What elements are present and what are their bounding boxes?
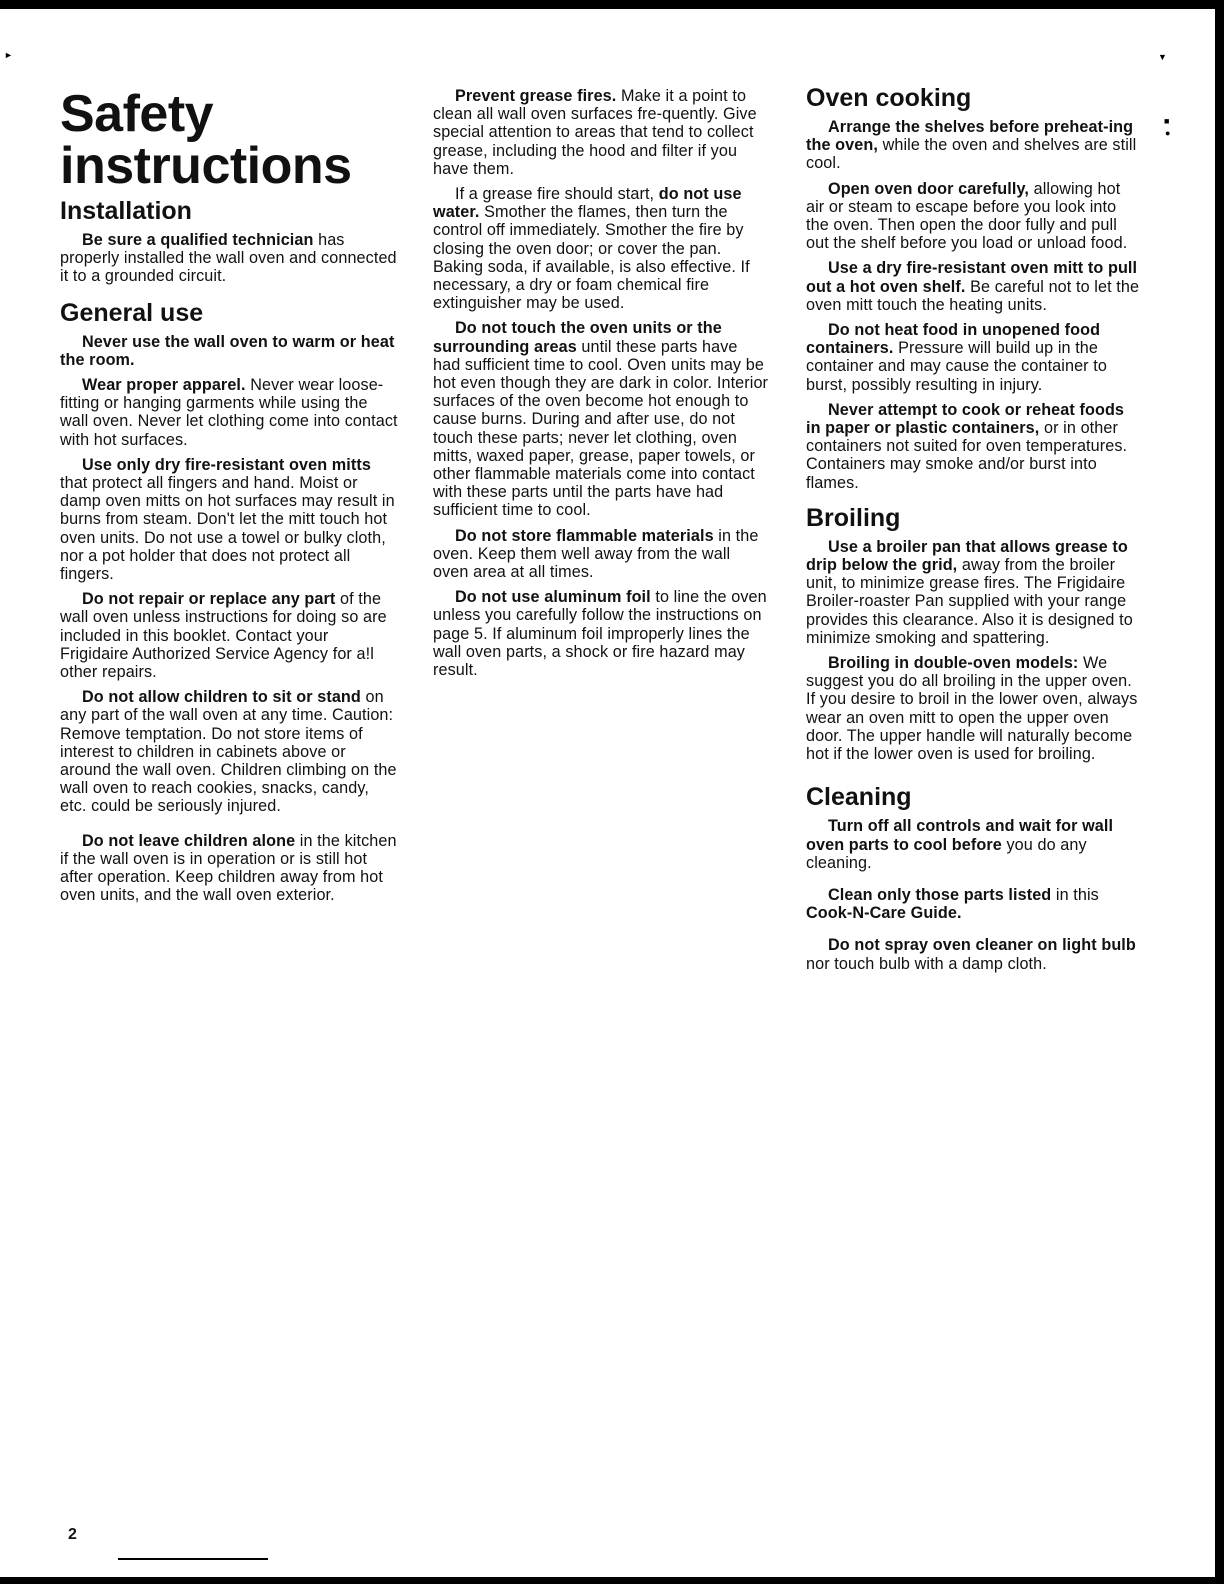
broiling-section	[806, 504, 1142, 763]
paragraph: Broiling in double-oven models: We suggest you do all broiling in the upper oven. If you desire to broil in the lower oven, always wear an oven mitt to open the upper oven door. The upper handle will naturally become hot if the lower oven is used for broiling.	[806, 654, 1138, 764]
column-right	[806, 84, 1142, 980]
bottom-border	[0, 1577, 1224, 1584]
scan-mark: ■	[1164, 116, 1170, 126]
cleaning-heading: Cleaning	[806, 783, 912, 812]
cleaning-section	[806, 783, 1142, 972]
paragraph: Use a broiler pan that allows grease to drip below the grid, away from the broiler unit, to minimize grease fires. The Frigidaire Broiler-roaster Pan supplied with your range provides this clearance. Also it is designed to minimize smoking and spattering.	[806, 537, 1133, 647]
paragraph: Open oven door carefully, allowing hot air or steam to escape before you look into the oven. Then open the door fully and pull out the shelf before you load or unload food.	[806, 179, 1128, 253]
oven-cooking-section	[806, 84, 1142, 492]
paragraph: Do not allow children to sit or stand on any part of the wall oven at any time. Caution: Remove temptation. Do not store items of interest to children in cabinets above or around the wall oven. Children climbing on the wall oven to reach cookies, snacks, candy, etc. could be seriously injured.	[60, 688, 397, 816]
paragraph: Be sure a qualified technician has properly installed the wall oven and connected it to a grounded circuit.	[60, 231, 397, 286]
paragraph: Do not repair or replace any part of the wall oven unless instructions for doing so are included in this booklet. Contact your Frigidaire Authorized Service Agency for a!l other repairs.	[60, 590, 387, 682]
general-use-heading: General use	[60, 298, 204, 327]
paragraph: Do not leave children alone in the kitchen if the wall oven is in operation or is still hot after operation. Keep children away from hot oven units, and the wall oven exterior.	[60, 831, 397, 905]
installation-section	[60, 197, 398, 286]
oven-cooking-heading: Oven cooking	[806, 84, 972, 112]
paragraph: Wear proper apparel. Never wear loose-fitting or hanging garments while using the wall oven. Never let clothing come into contact with hot surfaces.	[60, 376, 398, 449]
paragraph: Do not spray oven cleaner on light bulb nor touch bulb with a damp cloth.	[806, 936, 1136, 973]
paragraph: Use a dry fire-resistant oven mitt to pull out a hot oven shelf. Be careful not to let the oven mitt touch the heating units.	[806, 259, 1140, 314]
general-use-section	[60, 299, 398, 905]
paragraph: Prevent grease fires. Make it a point to clean all wall oven surfaces fre-quently. Give special attention to areas that tend to collect grease, including the hood and filter if you have them.	[433, 87, 757, 178]
page-title	[60, 85, 352, 195]
paragraph: Do not heat food in unopened food containers. Pressure will build up in the container and may cause the container to burst, possibly resulting in injury.	[806, 321, 1107, 394]
column-middle	[433, 87, 769, 686]
scan-mark: ▼	[1158, 52, 1167, 62]
paragraph: Never use the wall oven to warm or heat the room.	[60, 332, 395, 369]
column-left	[60, 197, 398, 912]
right-border	[1215, 0, 1224, 1584]
paragraph: Use only dry fire-resistant oven mitts that protect all fingers and hand. Moist or damp oven mitts on hot surfaces may result in burns from steam. Don't let the mitt touch hot oven units. Do not use a towel or bulky cloth, nor a pot holder that does not protect all fingers.	[60, 455, 395, 584]
page-title-line-2: instructions	[60, 137, 352, 195]
paragraph: Do not store flammable materials in the oven. Keep them well away from the wall oven area at all times.	[433, 526, 759, 582]
broiling-heading: Broiling	[806, 503, 901, 532]
page-title-line-1: Safety	[60, 85, 214, 143]
scan-mark: ●	[1165, 128, 1171, 138]
top-border	[0, 0, 1224, 9]
footer-rule	[118, 1558, 268, 1560]
installation-heading: Installation	[60, 197, 192, 225]
paragraph: Do not use aluminum foil to line the oven unless you carefully follow the instructions on page 5. If aluminum foil improperly lines the wall oven parts, a shock or fire hazard may result.	[433, 588, 767, 680]
page-number: 2	[68, 1526, 77, 1543]
paragraph: Turn off all controls and wait for wall oven parts to cool before you do any cleaning.	[806, 817, 1114, 872]
paragraph: Clean only those parts listed in this Cook-N-Care Guide.	[806, 885, 1099, 923]
paragraph: Never attempt to cook or reheat foods in paper or plastic containers, or in other containers not suited for oven temperatures. Containers may smoke and/or burst into flames.	[806, 400, 1128, 492]
paragraph: Do not touch the oven units or the surrounding areas until these parts have had sufficient time to cool. Oven units may be hot even though they are dark in color. Interior surfaces of the oven become hot enough to cause burns. During and after use, do not touch these parts; never let clothing, oven mitts, waxed paper, grease, paper towels, or other flammable materials come into contact with these parts until the parts have had sufficient time to cool.	[433, 319, 769, 520]
scan-mark: ►	[4, 50, 13, 60]
paragraph: Arrange the shelves before preheat-ing the oven, while the oven and shelves are still cool.	[806, 118, 1137, 173]
paragraph: If a grease fire should start, do not use water. Smother the flames, then turn the control off immediately. Smother the fire by closing the oven door; or cover the pan. Baking soda, if available, is also effective. If necessary, a dry or foam chemical fire extinguisher may be used.	[433, 185, 750, 313]
